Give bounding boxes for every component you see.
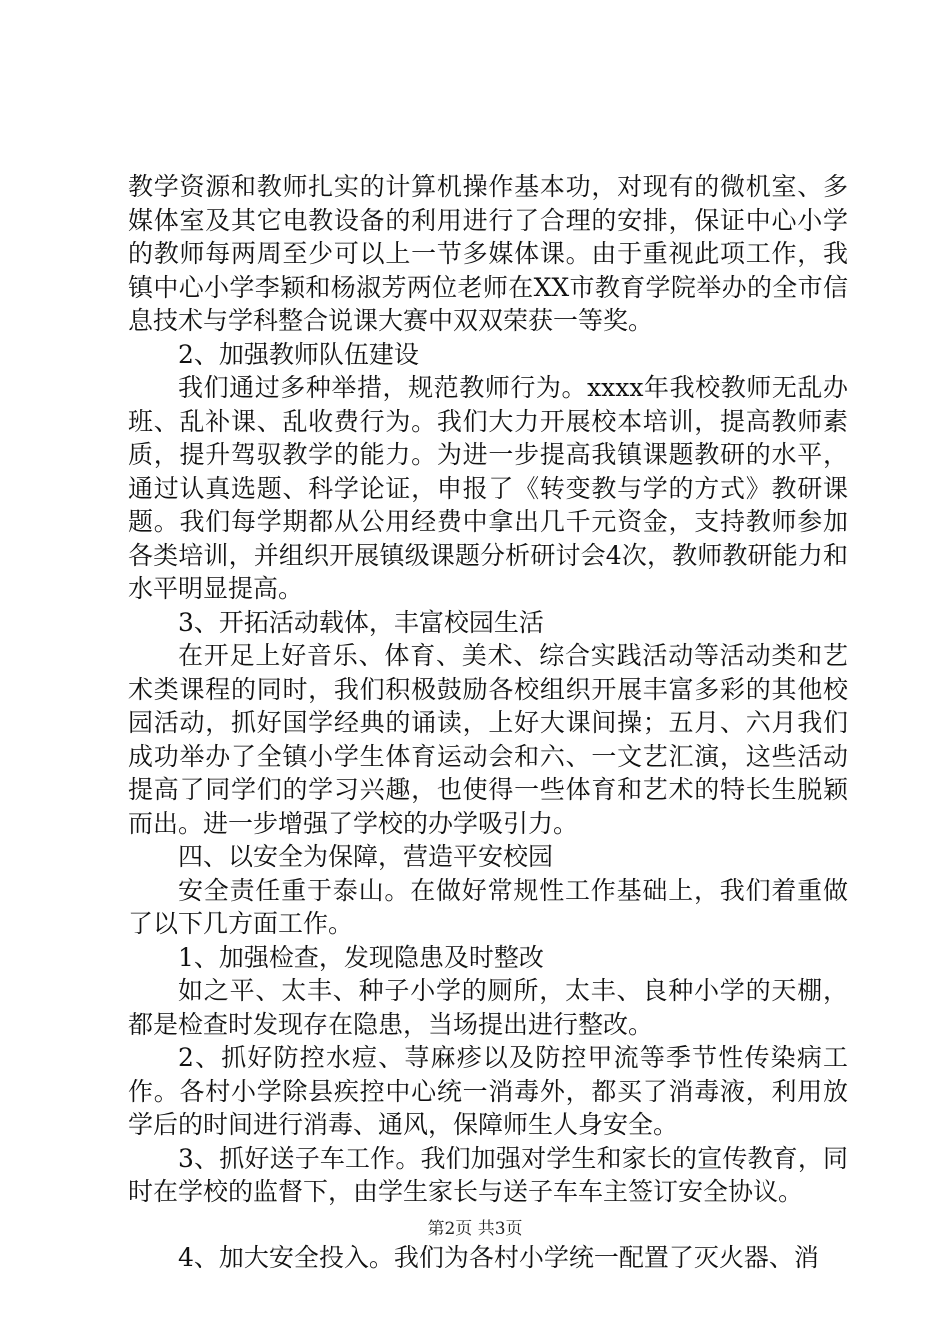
- paragraph: 如之平、太丰、种子小学的厕所，太丰、良种小学的天棚，都是检查时发现存在隐患，当场提出进行整改。: [128, 976, 848, 1039]
- document-body: [128, 170, 848, 1274]
- section-heading: 3、开拓活动载体，丰富校园生活: [178, 607, 544, 637]
- section-heading: 1、加强检查，发现隐患及时整改: [178, 942, 544, 972]
- paragraph: 2、抓好防控水痘、荨麻疹以及防控甲流等季节性传染病工作。各村小学除县疾控中心统一消毒外，都买了消毒液，利用放学后的时间进行消毒、通风，保障师生人身安全。: [128, 1043, 848, 1139]
- section-heading: 2、加强教师队伍建设: [178, 339, 419, 369]
- paragraph: 4、加大安全投入。我们为各村小学统一配置了灭火器、消: [178, 1242, 819, 1272]
- paragraph: 在开足上好音乐、体育、美术、综合实践活动等活动类和艺术类课程的同时，我们积极鼓励各校组织开展丰富多彩的其他校园活动，抓好国学经典的诵读，上好大课间操；五月、六月我们成功举办了全镇小学生体育运动会和六、一文艺汇演，这些活动提高了同学们的学习兴趣，也使得一些体育和艺术的特长生脱颖而出。进一步增强了学校的办学吸引力。: [128, 641, 848, 838]
- paragraph: 安全责任重于泰山。在做好常规性工作基础上，我们着重做了以下几方面工作。: [128, 875, 848, 938]
- paragraph: 教学资源和教师扎实的计算机操作基本功，对现有的微机室、多媒体室及其它电教设备的利用进行了合理的安排，保证中心小学的教师每两周至少可以上一节多媒体课。由于重视此项工作，我镇中心小学李颖和杨淑芳两位老师在XX市教育学院举办的全市信息技术与学科整合说课大赛中双双荣获一等奖。: [128, 172, 848, 335]
- paragraph: 3、抓好送子车工作。我们加强对学生和家长的宣传教育，同时在学校的监督下，由学生家长与送子车车主签订安全协议。: [128, 1143, 848, 1206]
- section-heading: 四、以安全为保障，营造平安校园: [178, 842, 554, 871]
- page-number-footer: 第2页 共3页: [427, 1219, 523, 1239]
- paragraph: 我们通过多种举措，规范教师行为。xxxx年我校教师无乱办班、乱补课、乱收费行为。我们大力开展校本培训，提高教师素质，提升驾驭教学的能力。为进一步提高我镇课题教研的水平，通过认真选题、科学论证，申报了《转变教与学的方式》教研课题。我们每学期都从公用经费中拿出几千元资金，支持教师参加各类培训，并组织开展镇级课题分析研讨会4次，教师教研能力和水平明显提高。: [128, 373, 848, 603]
